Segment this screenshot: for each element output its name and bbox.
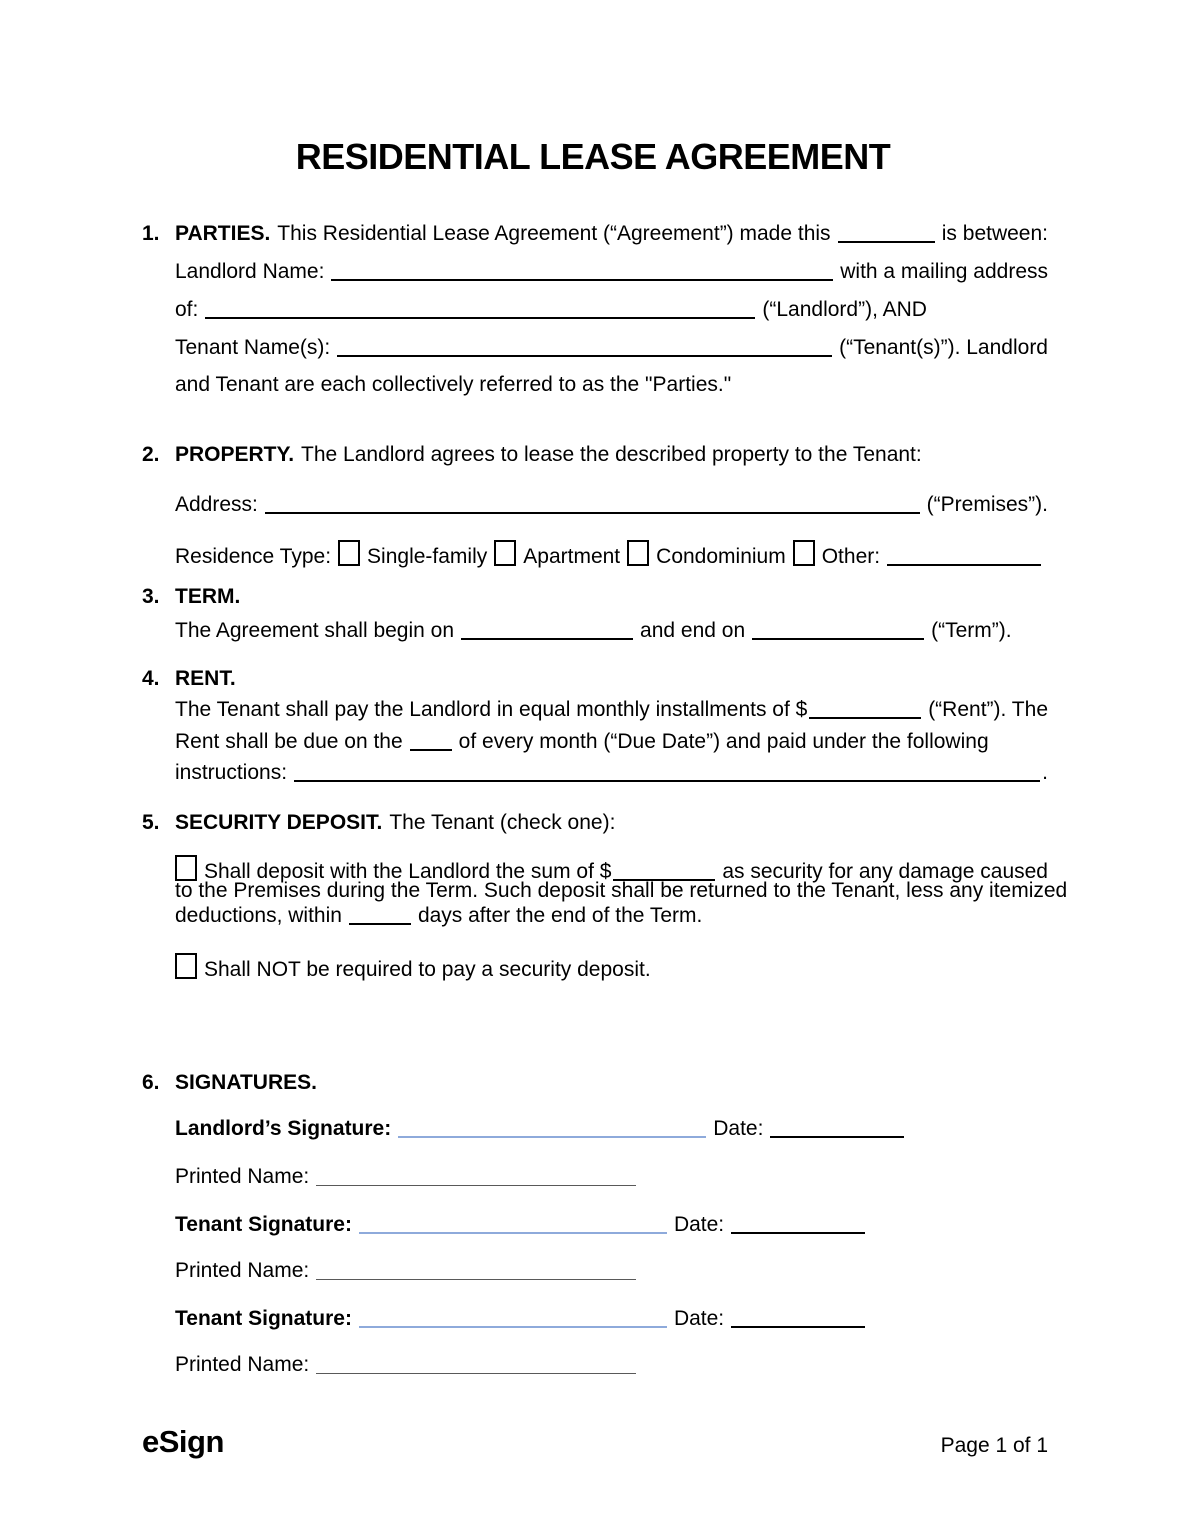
deposit-returned-text: to the Premises during the Term. Such deposit shall be returned to the Tenant, less any itemized: [175, 879, 1068, 902]
section-2-number: 2.: [142, 443, 160, 466]
tenant2-signature-row: [175, 1306, 1048, 1332]
premises-text: (“Premises”).: [926, 493, 1048, 516]
landlord-printed-name-row: [175, 1164, 1048, 1190]
landlord-date-label: Date:: [713, 1117, 764, 1140]
tenant2-signature-label: Tenant Signature:: [175, 1307, 352, 1330]
rent-suffix-text: (“Rent”). The: [928, 698, 1048, 721]
no-deposit-option-checkbox[interactable]: [175, 953, 197, 979]
section-6-number: 6.: [142, 1071, 160, 1094]
section-5-heading: SECURITY DEPOSIT.: [175, 811, 383, 834]
apartment-checkbox[interactable]: [494, 540, 516, 566]
start-date-blank-field[interactable]: [461, 638, 633, 640]
tenant1-signature-row: [175, 1212, 1048, 1238]
tenant1-printed-name-label: Printed Name:: [175, 1259, 310, 1282]
instructions-label: instructions:: [175, 761, 288, 784]
other-checkbox[interactable]: [793, 540, 815, 566]
agreement-date-blank-field[interactable]: [838, 241, 935, 243]
property-address-label: Address:: [175, 493, 258, 516]
tenant-names-blank-field[interactable]: [337, 355, 832, 357]
rent-line-3: [175, 760, 1048, 786]
condominium-label: Condominium: [656, 545, 786, 568]
apartment-label: Apartment: [523, 545, 621, 568]
term-end-text: and end on: [640, 619, 746, 642]
rent-due-text: Rent shall be due on the: [175, 730, 403, 753]
parties-line-3: [175, 297, 1048, 323]
term-line: [175, 618, 1048, 644]
section-3-heading: TERM.: [175, 585, 241, 608]
rent-line-1: [175, 697, 1048, 723]
section-2-heading: PROPERTY.: [175, 443, 295, 466]
tenant1-date-label: Date:: [673, 1213, 725, 1236]
section-1-number: 1.: [142, 222, 160, 245]
security-deposit-heading-line: [142, 810, 1048, 836]
rent-installments-text: The Tenant shall pay the Landlord in equal monthly installments of $: [175, 698, 808, 721]
page-number-label: Page 1 of 1: [940, 1434, 1048, 1457]
term-suffix-text: (“Term”).: [931, 619, 1012, 642]
tenant1-signature-label: Tenant Signature:: [175, 1213, 352, 1236]
rent-heading-line: [142, 666, 1048, 692]
tenant1-printed-name-field[interactable]: [316, 1279, 636, 1280]
no-deposit-text: Shall NOT be required to pay a security deposit.: [204, 958, 651, 981]
document-title: RESIDENTIAL LEASE AGREEMENT: [295, 136, 891, 177]
term-heading-line: [142, 584, 1048, 610]
signatures-heading-line: [142, 1070, 1048, 1096]
parties-line-2: [175, 259, 1048, 285]
tenant2-printed-name-row: [175, 1352, 1048, 1378]
parties-line-4: [175, 335, 1048, 361]
tenant1-signature-field[interactable]: [359, 1232, 667, 1234]
tenant2-date-field[interactable]: [731, 1326, 865, 1328]
parties-line-5: [175, 372, 1048, 398]
residence-type-label: Residence Type:: [175, 545, 332, 568]
section-6-heading: SIGNATURES.: [175, 1071, 317, 1094]
deposit-option-line-3: [175, 903, 1048, 929]
property-address-line: [175, 492, 1048, 518]
landlord-signature-label: Landlord’s Signature:: [175, 1117, 392, 1140]
tenant2-signature-field[interactable]: [359, 1326, 667, 1328]
landlord-name-label: Landlord Name:: [175, 260, 325, 283]
rent-amount-blank-field[interactable]: [809, 717, 921, 719]
deductions-within-text: deductions, within: [175, 904, 342, 927]
parties-text-collectively: and Tenant are each collectively referred to as the "Parties.": [175, 373, 732, 396]
end-date-blank-field[interactable]: [752, 638, 924, 640]
rent-line-2: [175, 729, 1048, 755]
instructions-period: .: [1042, 761, 1048, 784]
tenant2-date-label: Date:: [673, 1307, 725, 1330]
tenant1-date-field[interactable]: [731, 1232, 865, 1234]
landlord-signature-field[interactable]: [398, 1136, 706, 1138]
property-heading-line: [142, 442, 1048, 468]
tenant2-printed-name-field[interactable]: [316, 1373, 636, 1374]
condominium-checkbox[interactable]: [627, 540, 649, 566]
landlord-address-label: of:: [175, 298, 199, 321]
parties-text-is-between: is between:: [941, 222, 1048, 245]
esign-logo: eSign: [142, 1424, 224, 1459]
no-deposit-option-line: [175, 950, 1048, 983]
single-family-label: Single-family: [367, 545, 488, 568]
section-3-number: 3.: [142, 585, 160, 608]
deposit-security-text: as security for any damage caused: [722, 860, 1048, 883]
tenant1-printed-name-row: [175, 1258, 1048, 1284]
deduction-days-blank-field[interactable]: [349, 923, 411, 925]
other-residence-blank-field[interactable]: [887, 564, 1041, 566]
section-5-number: 5.: [142, 811, 160, 834]
landlord-signature-row: [175, 1116, 1048, 1142]
payment-instructions-blank-field[interactable]: [294, 780, 1040, 782]
landlord-address-blank-field[interactable]: [205, 317, 755, 319]
parties-text-landlord-and: (“Landlord”), AND: [762, 298, 927, 321]
single-family-checkbox[interactable]: [338, 540, 360, 566]
landlord-printed-name-field[interactable]: [316, 1185, 636, 1186]
deposit-option-line-2: [175, 878, 1068, 904]
deposit-sum-text: Shall deposit with the Landlord the sum of $: [204, 860, 612, 883]
parties-line-1: [142, 221, 1048, 247]
tenant2-printed-name-label: Printed Name:: [175, 1353, 310, 1376]
landlord-printed-name-label: Printed Name:: [175, 1165, 310, 1188]
parties-text-mailing-address: with a mailing address: [840, 260, 1048, 283]
landlord-name-blank-field[interactable]: [331, 279, 833, 281]
other-label: Other:: [821, 545, 881, 568]
section-1-heading: PARTIES.: [175, 222, 271, 245]
due-day-blank-field[interactable]: [410, 749, 452, 751]
parties-text-tenants-landlord: (“Tenant(s)”). Landlord: [839, 336, 1048, 359]
property-intro-text: The Landlord agrees to lease the described property to the Tenant:: [301, 443, 922, 466]
due-date-text: of every month (“Due Date”) and paid under the following: [458, 730, 989, 753]
section-4-number: 4.: [142, 667, 160, 690]
term-begin-text: The Agreement shall begin on: [175, 619, 455, 642]
tenant-names-label: Tenant Name(s):: [175, 336, 331, 359]
days-after-text: days after the end of the Term.: [417, 904, 703, 927]
residence-type-line: [175, 537, 1048, 570]
parties-text-made-this: This Residential Lease Agreement (“Agreement”) made this: [277, 222, 831, 245]
property-address-blank-field[interactable]: [265, 512, 920, 514]
security-deposit-intro: The Tenant (check one):: [389, 811, 616, 834]
landlord-date-field[interactable]: [770, 1136, 904, 1138]
section-4-heading: RENT.: [175, 667, 236, 690]
page-footer: [142, 1424, 1048, 1460]
